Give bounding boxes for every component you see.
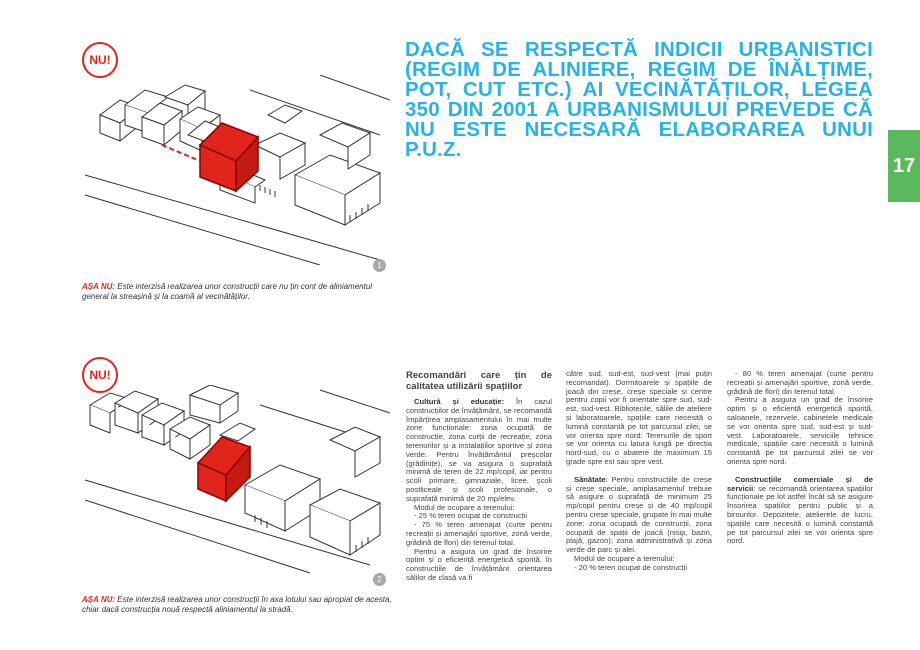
paragraph: Modul de ocupare a terenului: <box>574 553 675 563</box>
paragraph: - 80 % teren amenajat (curte pentru recreații și amenajări sportive, zonă verde, grădină de flori) din terenul total. <box>727 369 873 396</box>
nu-badge: NU! <box>82 357 118 393</box>
paragraph: Modul de ocupare a terenului: <box>414 502 515 512</box>
caption-label: AȘA NU: <box>82 595 116 604</box>
paragraph: Pentru a asigura un grad de însorire optim și o eficiență energetică sporită, în construcțiile de învățământ orientarea sălilor de clasă va fi <box>406 546 552 582</box>
figure-caption <box>82 282 392 302</box>
paragraph: către sud, sud-est, sud-vest (mai puțin recomandat). Dormitoarele și spațiile de joacă din creșe, creșe speciale și centre pentru copii vor fi orientate spre sud, sud-est, sud-vest. Bibliotecile, sălile de ateliere și laboratoarele, spațiile care necesită o lumină constantă pe tot parcursul zilei, se vor orienta spre nord. Terenurile de sport se vor orienta cu latura lungă pe direcția nord-sud, cu o abatere de maximum 15 grade spre est sau spre vest. <box>566 369 712 466</box>
paragraph-lead: Sănătate <box>574 474 606 484</box>
paragraph-lead: Construcțiile comerciale și de servicii <box>727 474 873 493</box>
nu-badge: NU! <box>82 42 118 78</box>
section-title: Recomandări care țin de calitatea utilizării spațiilor <box>406 370 552 392</box>
paragraph-text: : se recomandă orientarea spațiilor funcționale pe lot astfel încât să se asigure însorirea spațiilor pentru public și a birourilor. Depozitele, atelierele de lucru, spațiile care necesită o lumină constantă pe tot parcursul zilei se vor orienta spre nord. <box>727 483 873 546</box>
headline: DACĂ SE RESPECTĂ INDICII URBANISTICI (REGIM DE ALINIERE, REGIM DE ÎNĂLȚIME, POT, CUT ETC.) AI VECINĂTĂȚILOR, LEGEA 350 DIN 2001 A URBANISMULUI PREVEDE CĂ NU ESTE NECESARĂ ELABORAREA UNUI P.U.Z. <box>405 38 873 161</box>
paragraph: - 75 % teren amenajat (curte pentru recreații și amenajări sportive, zonă verde, grădină de flori) din terenul total. <box>406 520 552 547</box>
page-number-tab: 17 <box>888 130 920 202</box>
paragraph-text: : Pentru construcțiile de creșe și creșe speciale, amplasamentul trebuie să asigure o suprafață de minimum 25 mp/copil pentru creșe și de 40 mp/copil pentru creșe speciale, grupate în mai multe zone: zona ocupată de construcții, zona ocupată de spații de joacă (nisip, bazin, plajă, gazon); zona administrativă și zona verde de parc și alei. <box>566 474 712 555</box>
paragraph-lead: Cultură și educație: <box>414 397 505 406</box>
figure-caption <box>82 595 392 615</box>
paragraph: - 20 % teren ocupat de construcții <box>574 562 688 572</box>
paragraph-text: În cazul construcțiilor de învățământ, se recomandă împărțirea amplasamentului în mai multe zone funcționale: zona ocupată de construcție, zona curții de recreație, zona terenurilor și a instalațiilor sportive și zona verde. Pentru învățământul preșcolar (grădinițe), se va asigura o suprafață minimă de teren de 22 mp/copil, iar pentru școli primare, gimnaziale, licee, școli postliceale și școli profesionale, o suprafață minimă de 20 mp/elev. <box>406 397 552 503</box>
caption-label: AȘA NU: <box>82 282 116 291</box>
illustration-2 <box>80 385 390 575</box>
caption-text: Este interzisă realizarea unor construcții în axa lotului sau apropiat de acesta, chiar dacă construcția nouă respectă aliniamentul la stradă. <box>82 595 392 614</box>
caption-text: Este interzisă realizarea unor construcții care nu țin cont de aliniamentul general la streașină și la coamă al vecinătăților. <box>82 282 373 301</box>
article-column-1 <box>406 370 552 583</box>
figure-number: 1 <box>373 259 386 272</box>
paragraph: Pentru a asigura un grad de însorire optim și o eficiență energetică sporită, saloanele, rezervele, cabinetele medicale se vor orienta spre sud, sud-est și sud-vest. Laboratoarele, serviciile tehnice medicale, spațiile care necesită o lumină constantă pe tot parcursul zilei se vor orienta spre nord. <box>727 395 873 466</box>
figure-number: 2 <box>373 573 386 586</box>
article-column-3 <box>727 370 873 546</box>
article-column-2 <box>566 370 712 573</box>
illustration-1 <box>80 75 390 265</box>
paragraph: - 25 % teren ocupat de construcții <box>414 511 528 521</box>
